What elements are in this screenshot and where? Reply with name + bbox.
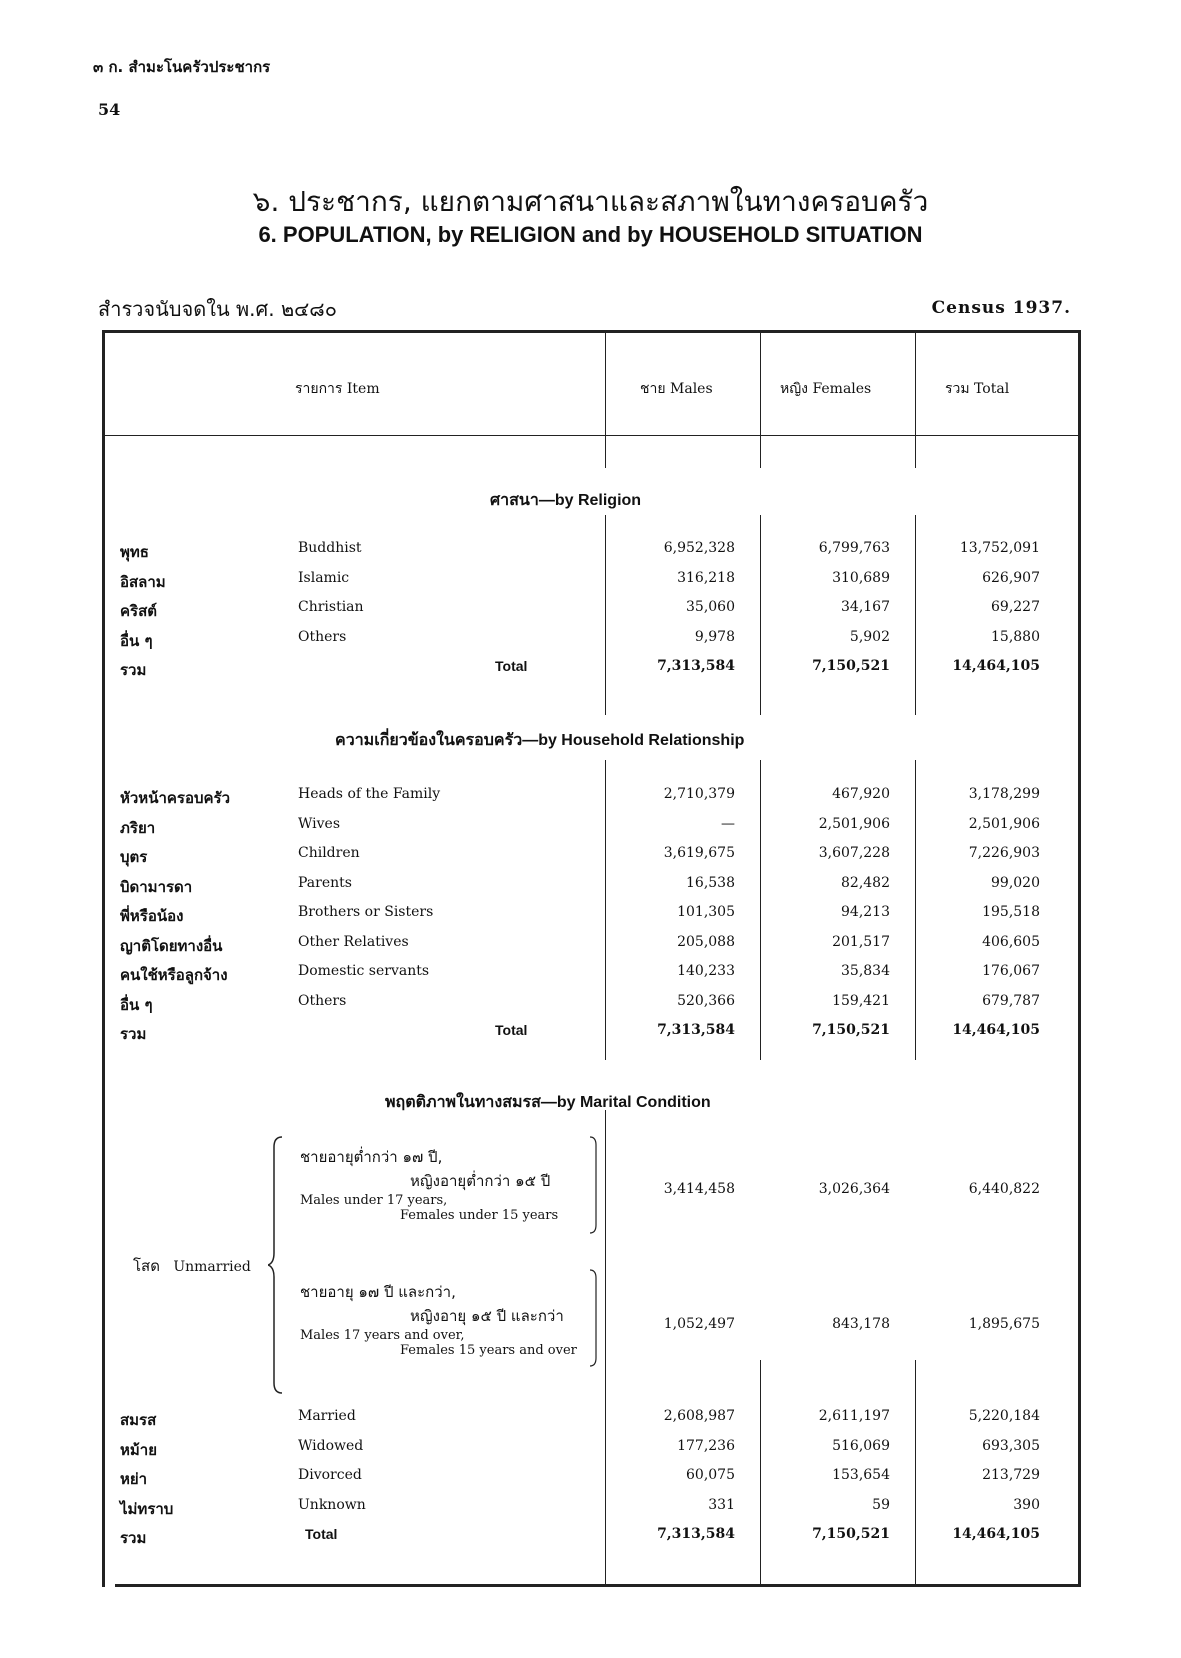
- subtitle-thai: สำรวจนับจดใน พ.ศ. ๒๔๘๐: [98, 297, 337, 321]
- row-label-english: Domestic servants: [298, 963, 430, 979]
- row-label-thai: คริสต์: [120, 602, 157, 620]
- unmarried-brace: [268, 1135, 288, 1395]
- group-label-english-1: Males 17 years and over,: [300, 1328, 465, 1343]
- title-english: 6. POPULATION, by RELIGION and by HOUSEHOLD SITUATION: [258, 222, 923, 247]
- group-label-english-2: Females 15 years and over: [400, 1343, 577, 1358]
- row-label-thai: รวม: [120, 661, 147, 679]
- unmarried-label-thai: โสด: [133, 1257, 160, 1275]
- row-label-thai: หย่า: [120, 1470, 148, 1488]
- cell-males: 3,619,675: [663, 845, 735, 861]
- group-label-thai-1: ชายอายุต่ำกว่า ๑๗ ปี,: [300, 1148, 443, 1166]
- cell-males: 140,233: [677, 963, 735, 979]
- row-label-thai: บิดามารดา: [120, 877, 193, 896]
- census-label: Census 1937.: [931, 298, 1071, 318]
- cell-males: 2,608,987: [663, 1408, 735, 1424]
- table-row: [0, 993, 1181, 1019]
- cell-females: 82,482: [841, 874, 890, 891]
- cell-females: 3,026,364: [818, 1181, 890, 1197]
- cell-total: 213,729: [982, 1467, 1040, 1483]
- cell-males: 1,052,497: [663, 1316, 735, 1332]
- cell-males: 7,313,584: [657, 1526, 735, 1542]
- row-label-english: Total: [495, 658, 528, 674]
- cell-total: 6,440,822: [968, 1181, 1040, 1197]
- row-label-english: Total: [305, 1526, 338, 1542]
- cell-males: —: [721, 815, 735, 832]
- row-label-english: Others: [298, 628, 347, 645]
- cell-females: 201,517: [832, 933, 890, 950]
- cell-total: 693,305: [982, 1437, 1040, 1454]
- running-header: ๓ ก. สำมะโนครัวประชากร: [93, 58, 271, 76]
- cell-total: 406,605: [982, 933, 1040, 950]
- cell-females: 3,607,228: [818, 845, 890, 861]
- section-heading-household: ความเกี่ยวข้องในครอบครัว—by Household Relationship: [335, 732, 745, 749]
- unmarried-values-row: [0, 1316, 1181, 1342]
- row-label-thai: พุทธ: [120, 543, 149, 561]
- row-label-english: Widowed: [298, 1437, 364, 1454]
- cell-total: 5,220,184: [968, 1408, 1040, 1424]
- table-row: [0, 629, 1181, 655]
- cell-total: 15,880: [991, 628, 1040, 645]
- cell-total: 14,464,105: [952, 1022, 1040, 1038]
- row-label-thai: อิสลาม: [120, 572, 166, 591]
- table-row: [0, 934, 1181, 960]
- row-label-thai: บุตร: [120, 848, 148, 866]
- unmarried-values-row: [0, 1181, 1181, 1207]
- row-label-english: Total: [495, 1022, 528, 1038]
- cell-females: 2,501,906: [818, 815, 890, 832]
- row-label-thai: รวม: [120, 1529, 147, 1547]
- column-header-males: ชาย Males: [640, 381, 713, 397]
- cell-males: 9,978: [694, 628, 735, 645]
- cell-total: 390: [1013, 1496, 1040, 1513]
- row-label-english: Brothers or Sisters: [298, 904, 434, 920]
- cell-males: 331: [708, 1496, 735, 1513]
- row-label-english: Christian: [298, 599, 364, 615]
- cell-total: 14,464,105: [952, 1526, 1040, 1542]
- cell-females: 5,902: [849, 628, 890, 645]
- column-header-item: รายการ Item: [295, 381, 380, 397]
- group-label-thai-1: ชายอายุ ๑๗ ปี และกว่า,: [300, 1283, 456, 1301]
- row-label-english: Buddhist: [298, 540, 362, 556]
- cell-females: 94,213: [841, 904, 890, 920]
- total-row: [0, 658, 1181, 684]
- row-label-thai: พี่หรือน้อง: [120, 907, 184, 925]
- cell-total: 679,787: [982, 992, 1040, 1009]
- cell-males: 7,313,584: [657, 658, 735, 674]
- cell-males: 177,236: [677, 1437, 735, 1454]
- cell-males: 3,414,458: [663, 1181, 735, 1197]
- cell-females: 159,421: [832, 992, 890, 1009]
- cell-total: 14,464,105: [952, 658, 1040, 674]
- cell-males: 35,060: [686, 599, 735, 615]
- table-row: [0, 845, 1181, 871]
- row-label-thai: คนใช้หรือลูกจ้าง: [120, 966, 228, 984]
- cell-total: 69,227: [991, 599, 1040, 615]
- row-label-thai: สมรส: [120, 1411, 157, 1429]
- cell-males: 101,305: [677, 904, 735, 920]
- row-label-english: Other Relatives: [298, 933, 409, 950]
- cell-females: 2,611,197: [818, 1408, 890, 1424]
- group-label-thai-2: หญิงอายุต่ำกว่า ๑๕ ปี: [410, 1172, 551, 1190]
- table-row: [0, 540, 1181, 566]
- cell-females: 153,654: [832, 1467, 890, 1483]
- row-label-english: Islamic: [298, 569, 350, 586]
- cell-females: 516,069: [832, 1437, 890, 1454]
- cell-females: 7,150,521: [812, 1526, 890, 1542]
- table-row: [0, 875, 1181, 901]
- table-row: [0, 816, 1181, 842]
- group-label-english-2: Females under 15 years: [400, 1208, 559, 1223]
- unmarried-label: [133, 1254, 251, 1278]
- row-label-english: Divorced: [298, 1467, 362, 1483]
- cell-total: 195,518: [982, 904, 1040, 920]
- cell-males: 16,538: [686, 874, 735, 891]
- row-label-thai: ญาติโดยทางอื่น: [120, 936, 223, 955]
- cell-females: 35,834: [841, 963, 890, 979]
- cell-males: 205,088: [677, 933, 735, 950]
- cell-males: 7,313,584: [657, 1022, 735, 1038]
- table-row: [0, 1467, 1181, 1493]
- row-label-thai: รวม: [120, 1025, 147, 1043]
- cell-males: 520,366: [677, 992, 735, 1009]
- cell-total: 7,226,903: [968, 845, 1040, 861]
- title-thai: ๖. ประชากร, แยกตามศาสนาและสภาพในทางครอบครัว: [252, 185, 929, 218]
- cell-females: 310,689: [832, 569, 890, 586]
- page-number: 54: [98, 100, 121, 119]
- table-row: [0, 786, 1181, 812]
- cell-males: 2,710,379: [663, 786, 735, 802]
- table-row: [0, 1497, 1181, 1523]
- row-label-thai: อื่น ๆ: [120, 631, 153, 650]
- cell-males: 60,075: [686, 1467, 735, 1483]
- group-label-english-1: Males under 17 years,: [300, 1193, 448, 1208]
- cell-females: 7,150,521: [812, 658, 890, 674]
- total-row: [0, 1022, 1181, 1048]
- section-heading-religion: ศาสนา—by Religion: [490, 492, 642, 509]
- cell-total: 2,501,906: [968, 815, 1040, 832]
- cell-females: 59: [872, 1496, 890, 1513]
- cell-males: 6,952,328: [663, 540, 735, 556]
- row-label-thai: ไม่ทราบ: [120, 1499, 174, 1518]
- row-label-english: Wives: [298, 815, 340, 832]
- row-label-english: Parents: [298, 874, 352, 891]
- cell-females: 467,920: [832, 786, 890, 802]
- row-label-english: Others: [298, 992, 347, 1009]
- column-header-total: รวม Total: [945, 381, 1010, 397]
- row-label-thai: อื่น ๆ: [120, 995, 153, 1014]
- row-label-thai: หม้าย: [120, 1440, 157, 1459]
- row-label-thai: ภริยา: [120, 818, 156, 837]
- cell-total: 99,020: [991, 874, 1040, 891]
- group-label-thai-2: หญิงอายุ ๑๕ ปี และกว่า: [410, 1307, 564, 1325]
- unmarried-label-english: Unmarried: [173, 1259, 251, 1275]
- cell-total: 626,907: [982, 569, 1040, 586]
- row-label-english: Unknown: [298, 1496, 366, 1513]
- row-label-english: Married: [298, 1408, 356, 1424]
- row-label-english: Children: [298, 845, 360, 861]
- table-row: [0, 1438, 1181, 1464]
- cell-total: 1,895,675: [968, 1316, 1040, 1332]
- row-label-thai: หัวหน้าครอบครัว: [120, 789, 231, 807]
- table-row: [0, 963, 1181, 989]
- cell-females: 843,178: [832, 1316, 890, 1332]
- cell-males: 316,218: [677, 569, 735, 586]
- column-header-females: หญิง Females: [780, 381, 872, 397]
- table-row: [0, 599, 1181, 625]
- table-row: [0, 570, 1181, 596]
- row-label-english: Heads of the Family: [298, 786, 441, 802]
- section-heading-marital: พฤตติภาพในทางสมรส—by Marital Condition: [385, 1094, 711, 1111]
- cell-total: 176,067: [982, 963, 1040, 979]
- cell-total: 3,178,299: [968, 786, 1040, 802]
- cell-total: 13,752,091: [959, 540, 1040, 556]
- table-row: [0, 1408, 1181, 1434]
- table-row: [0, 904, 1181, 930]
- cell-females: 7,150,521: [812, 1022, 890, 1038]
- total-row: [0, 1526, 1181, 1552]
- cell-females: 6,799,763: [818, 540, 890, 556]
- cell-females: 34,167: [841, 599, 890, 615]
